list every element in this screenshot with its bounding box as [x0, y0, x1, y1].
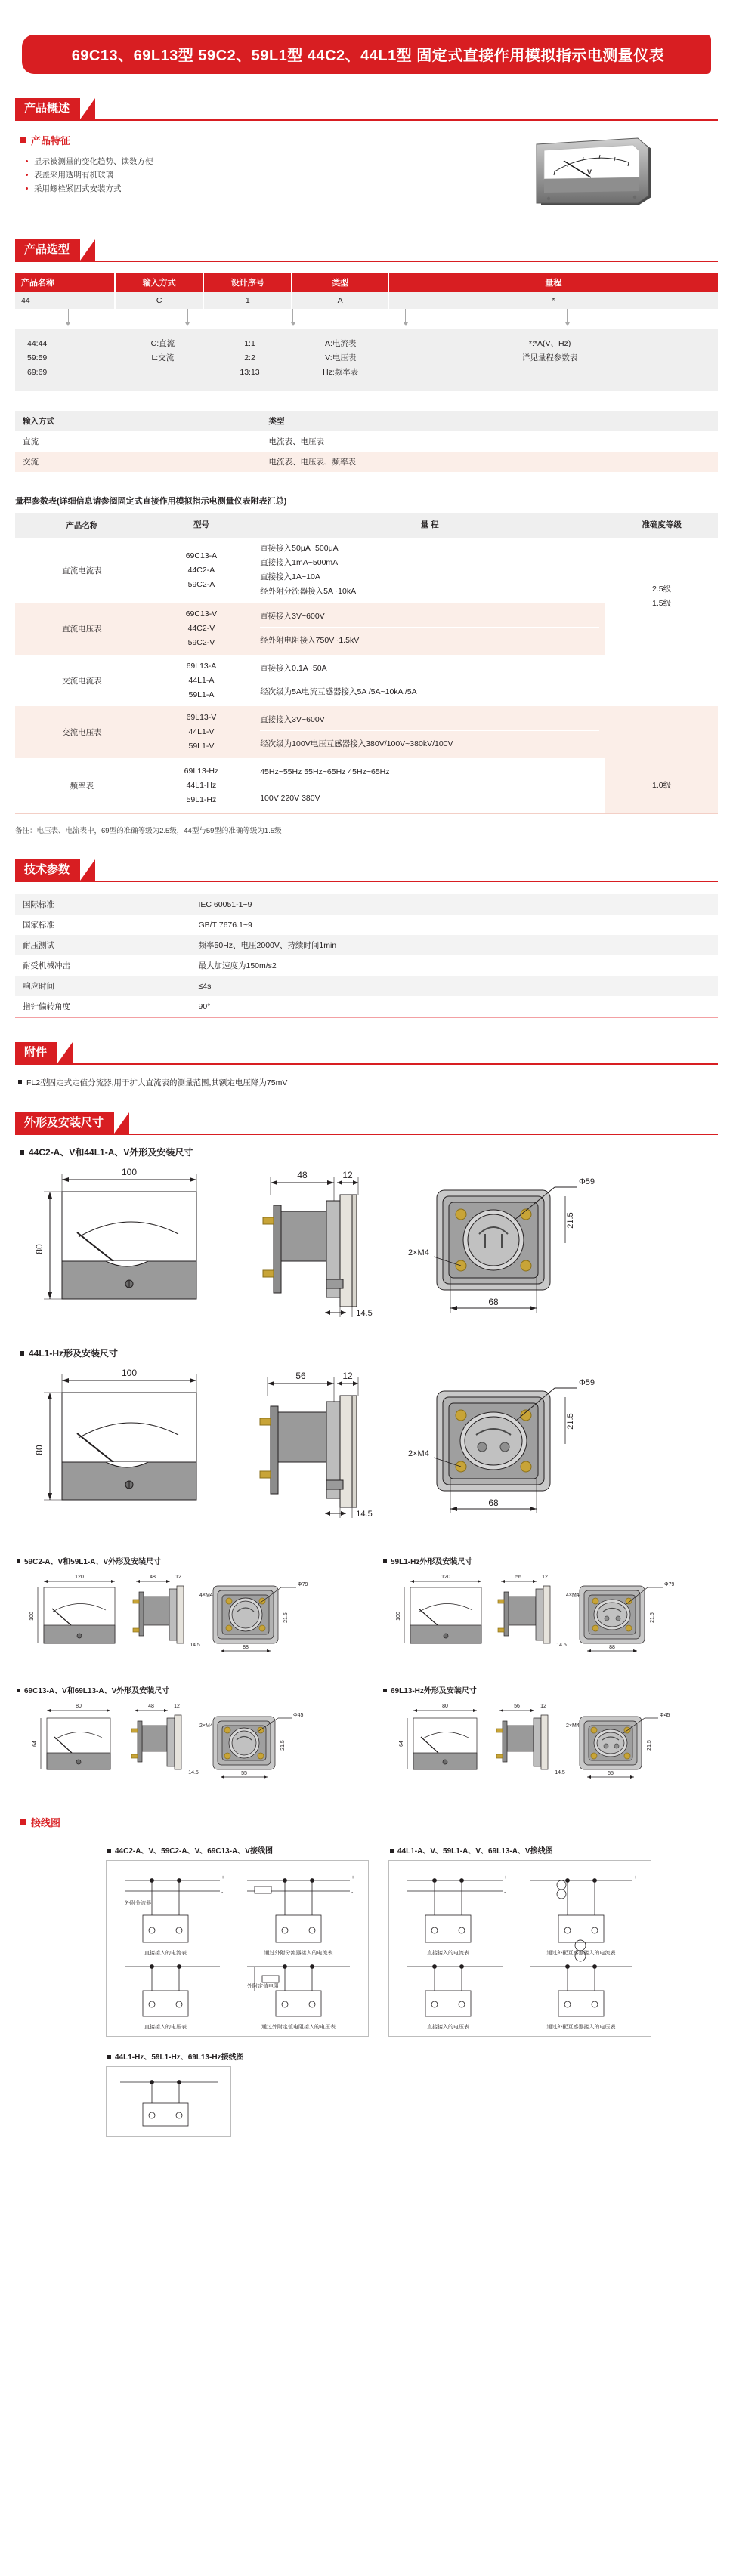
cell-model: 69C13-V 44C2-V 59C2-V — [149, 603, 255, 655]
table-row — [21, 365, 712, 379]
cell-accuracy — [605, 655, 718, 706]
cell: *:*A(V、Hz) — [528, 339, 571, 348]
section-tech — [0, 861, 733, 1018]
overview-subheading: 产品特征 — [20, 133, 718, 147]
wiring-row-bottom — [15, 2050, 718, 2137]
arrow-down-icon — [567, 309, 568, 325]
drawing-title-69c13: 69C13-A、V和69L13-A、V外形及安装尺寸 — [17, 1684, 359, 1695]
cell-accuracy — [605, 706, 718, 758]
cell: Hz:频率表 — [323, 368, 359, 377]
arrow-down-icon — [405, 309, 406, 325]
drawing-title-44l1hz: 44L1-Hz形及安装尺寸 — [20, 1347, 718, 1359]
small-col-59l1hz — [382, 1547, 725, 1660]
dim-lip: 14.5 — [188, 1770, 199, 1775]
dim-screw: 2×M4 — [408, 1248, 429, 1257]
section-header-tech — [15, 861, 718, 882]
col-type: 类型 — [292, 273, 388, 292]
dim-height: 80 — [34, 1445, 45, 1455]
dim-hole-diameter: Φ45 — [293, 1713, 304, 1718]
cell: 1:1 — [244, 338, 255, 348]
wiring-caption: 直接接入的电流表 — [144, 1951, 187, 1956]
wiring-diagram-dc — [106, 1860, 369, 2037]
dim-width: 120 — [75, 1575, 84, 1580]
cell-name: 交流电流表 — [15, 655, 149, 706]
selection-detail-box — [15, 329, 718, 391]
cell — [388, 365, 712, 379]
dim-flange: 12 — [342, 1371, 353, 1381]
col-type: 类型 — [261, 411, 719, 431]
dim-span: 68 — [488, 1498, 499, 1508]
cell-input-ac: 交流 — [15, 452, 261, 472]
cell: 59:59 — [27, 353, 48, 362]
terminal-plus: + — [504, 1875, 508, 1880]
dim-width: 120 — [441, 1575, 450, 1580]
cell-type-ac: 电流表、电压表、频率表 — [261, 452, 719, 472]
cell-product-name: 44 — [15, 292, 115, 309]
page-title: 69C13、69L13型 59C2、59L1型 44C2、44L1型 固定式直接作用模拟指示电测量仪表 — [22, 35, 711, 74]
title-banner-wrap — [0, 0, 733, 74]
table-row — [15, 935, 718, 955]
dim-screw: 4×M4 — [199, 1593, 213, 1598]
dim-screw: 2×M4 — [408, 1449, 429, 1458]
cell: L:交流 — [151, 353, 175, 362]
dim-side: 21.5 — [280, 1740, 286, 1751]
cell-key: 响应时间 — [15, 976, 191, 996]
cell-range: 直接接入0.1A~50A 经次级为5A电流互感器接入5A /5A~10kA /5A — [254, 655, 605, 706]
dim-screw: 4×M4 — [566, 1593, 580, 1598]
drawing-side-view-44l1hz — [252, 1365, 404, 1528]
product-photo — [511, 132, 662, 215]
dim-height: 100 — [29, 1612, 35, 1621]
wiring-label-resistor: 外附定值电阻 — [247, 1984, 279, 1989]
square-bullet-icon — [17, 1559, 20, 1563]
dim-lip: 14.5 — [356, 1309, 373, 1318]
cell: 详见量程参数表 — [521, 353, 578, 362]
square-bullet-icon — [107, 1849, 111, 1853]
table-row — [15, 431, 718, 452]
col-accuracy: 准确度等级 — [605, 513, 718, 538]
terminal-minus: - — [221, 1890, 224, 1896]
section-header-accessory — [15, 1044, 718, 1065]
dim-depth: 56 — [514, 1704, 520, 1709]
input-method-table — [15, 411, 718, 472]
cell-value: 90° — [198, 1001, 211, 1011]
table-row — [15, 996, 718, 1017]
dim-hole-diameter: Φ59 — [579, 1378, 595, 1387]
cell-model: 69L13-A 44L1-A 59L1-A — [149, 655, 255, 706]
section-title-dimensions: 外形及安装尺寸 — [15, 1112, 114, 1134]
section-title-overview: 产品概述 — [15, 98, 80, 119]
table-row — [21, 350, 712, 365]
arrow-down-icon — [292, 309, 293, 325]
cell-range: * — [388, 292, 718, 309]
drawing-title-44c2: 44C2-A、V和44L1-A、V外形及安装尺寸 — [20, 1146, 718, 1158]
table-row — [15, 915, 718, 935]
list-item: 表盖采用透明有机玻璃 — [26, 168, 153, 182]
cell-range: 直接接入50μA~500μA 直接接入1mA~500mA 直接接入1A~10A 经外附分流器接入5A~10kA — [254, 538, 605, 603]
small-col-69c13 — [15, 1677, 359, 1789]
col-product-name: 产品名称 — [15, 273, 115, 292]
section-dimensions — [0, 1114, 733, 2137]
drawing-row-44l1hz — [15, 1365, 718, 1528]
square-bullet-icon — [20, 1351, 24, 1356]
wiring-diagram-hz — [106, 2066, 231, 2137]
dim-depth: 56 — [295, 1371, 306, 1381]
dim-height: 80 — [34, 1244, 45, 1254]
square-bullet-icon — [20, 1819, 26, 1825]
dim-width: 80 — [442, 1704, 448, 1709]
section-title-selection: 产品选型 — [15, 239, 80, 261]
cell: 44:44 — [27, 338, 48, 348]
dim-span: 55 — [241, 1771, 247, 1776]
table-row — [15, 655, 718, 706]
wiring-caption: 直接接入的电压表 — [427, 2025, 469, 2030]
cell-range: 45Hz~55Hz 55Hz~65Hz 45Hz~65Hz 100V 220V 380V — [254, 758, 605, 813]
cell-key: 指针偏转角度 — [23, 1002, 70, 1011]
dim-flange: 12 — [540, 1704, 546, 1709]
cell-value: 最大加速度为150m/s2 — [198, 961, 277, 970]
range-parameter-table — [15, 513, 718, 814]
cell: 2:2 — [244, 353, 255, 362]
cell-type-dc: 电流表、电压表 — [268, 437, 324, 446]
dim-lip: 14.5 — [556, 1643, 567, 1648]
col-range: 量程 — [388, 273, 718, 292]
wiring-group-dc — [106, 1837, 369, 2037]
dim-hole-diameter: Φ59 — [579, 1177, 595, 1186]
dim-span: 68 — [488, 1297, 499, 1307]
cell-name: 频率表 — [15, 758, 149, 813]
cell-input-method: C — [115, 292, 203, 309]
col-product-name: 产品名称 — [15, 513, 149, 538]
small-col-69l13hz — [382, 1677, 725, 1789]
table-row — [15, 955, 718, 976]
drawing-row-44c2 — [15, 1165, 718, 1327]
wiring-caption: 通过外附定值电阻接入的电压表 — [261, 2025, 336, 2030]
dim-lip: 14.5 — [356, 1510, 373, 1519]
terminal-plus: + — [221, 1875, 225, 1880]
accessory-item: FL2型固定式定值分流器,用于扩大直流表的测量范围,其额定电压降为75mV — [18, 1077, 718, 1088]
table-header-row — [15, 411, 718, 431]
cell-name: 直流电流表 — [15, 538, 149, 603]
cell: V:电压表 — [325, 353, 357, 362]
dim-width: 80 — [76, 1704, 82, 1709]
dim-width: 100 — [121, 1167, 138, 1177]
section-header-overview — [15, 100, 718, 121]
terminal-plus: + — [634, 1875, 638, 1880]
wiring-group-ac — [388, 1837, 651, 2037]
wiring-caption: 通过外配互感器接入的电压表 — [546, 2025, 616, 2030]
col-input-method: 输入方式 — [115, 273, 203, 292]
arrow-down-icon — [187, 309, 188, 325]
dim-span: 55 — [608, 1771, 614, 1776]
dim-depth: 48 — [297, 1170, 308, 1180]
col-design-number: 设计序号 — [203, 273, 292, 292]
table-row — [15, 706, 718, 758]
drawing-side-view-44c2 — [252, 1165, 404, 1327]
dim-flange: 12 — [174, 1704, 180, 1709]
dim-screw: 2×M4 — [199, 1723, 213, 1729]
dim-height: 64 — [399, 1741, 404, 1747]
drawing-title-59c2: 59C2-A、V和59L1-A、V外形及安装尺寸 — [17, 1555, 359, 1566]
dim-side: 21.5 — [283, 1612, 289, 1623]
square-bullet-icon — [17, 1689, 20, 1692]
square-bullet-icon — [383, 1689, 387, 1692]
dim-span: 88 — [609, 1645, 615, 1650]
list-item: 显示被测量的变化趋势、读数方便 — [26, 155, 153, 168]
drawing-title-59l1hz: 59L1-Hz外形及安装尺寸 — [383, 1555, 725, 1566]
cell-key: 国家标准 — [23, 921, 54, 930]
wiring-diagram-ac — [388, 1860, 651, 2037]
range-table-note: 备注：电压表、电流表中，69型的准确等级为2.5级，44型与59型的准确等级为1.5级 — [15, 827, 282, 835]
wiring-caption: 直接接入的电压表 — [144, 2025, 187, 2030]
dim-hole-diameter: Φ79 — [298, 1582, 308, 1587]
cell-accuracy: 2.5级 1.5级 — [605, 538, 718, 655]
cell: A:电流表 — [324, 339, 357, 348]
dim-side: 21.5 — [650, 1612, 655, 1623]
cell-value: IEC 60051-1~9 — [191, 894, 719, 915]
section-overview — [0, 100, 733, 215]
cell-model: 69C13-A 44C2-A 59C2-A — [149, 538, 255, 603]
section-selection — [0, 241, 733, 835]
dim-hole-diameter: Φ79 — [664, 1582, 675, 1587]
small-drawing-rows — [15, 1547, 718, 1789]
drawing-front-view-44l1hz — [15, 1365, 249, 1528]
small-pair-row1 — [15, 1547, 718, 1660]
square-bullet-icon — [383, 1559, 387, 1563]
cell-model: 69L13-Hz 44L1-Hz 59L1-Hz — [149, 758, 255, 813]
wiring-title-dc: 44C2-A、V、59C2-A、V、69C13-A、V接线图 — [107, 1844, 369, 1856]
square-bullet-icon — [20, 1150, 24, 1155]
terminal-minus: - — [351, 1890, 354, 1896]
connector-arrows — [15, 309, 718, 329]
table-header-row — [15, 513, 718, 538]
table-row — [15, 452, 718, 472]
cell-range: 直接接入3V~600V 经次级为100V电压互感器接入380V/100V~380kV/100V — [254, 706, 605, 758]
dim-side: 21.5 — [647, 1740, 652, 1751]
dim-lip: 14.5 — [555, 1770, 565, 1775]
cell-design-number: 1 — [203, 292, 292, 309]
drawing-rear-view-44c2 — [407, 1165, 603, 1327]
dim-side: 21.5 — [566, 1413, 575, 1430]
square-bullet-icon — [20, 137, 26, 143]
cell — [119, 365, 206, 379]
selection-detail-table — [21, 336, 712, 379]
cell-range: 直接接入3V~600V 经外附电阻接入750V~1.5kV — [254, 603, 605, 655]
section-header-selection — [15, 241, 718, 262]
cell-key: 国际标准 — [15, 894, 191, 915]
col-model: 型号 — [149, 513, 255, 538]
cell: 13:13 — [240, 367, 260, 377]
section-header-dimensions — [15, 1114, 718, 1135]
dim-side: 21.5 — [566, 1212, 575, 1229]
overview-row — [15, 155, 718, 215]
dim-flange: 12 — [342, 1170, 353, 1180]
wiring-label-shunt: 外附分流器 — [125, 1901, 151, 1906]
range-table-caption: 量程参数表(详细信息请参阅固定式直接作用模拟指示电测量仪表附表汇总) — [15, 497, 287, 506]
cell-value: GB/T 7676.1~9 — [198, 920, 252, 930]
dim-flange: 12 — [542, 1575, 548, 1580]
table-row — [15, 976, 718, 996]
arrow-down-icon — [68, 309, 69, 325]
meter-face-label: V — [586, 168, 592, 176]
cell-name: 交流电压表 — [15, 706, 149, 758]
dim-screw: 2×M4 — [566, 1723, 580, 1729]
dim-lip: 14.5 — [190, 1643, 200, 1648]
wiring-section-title: 接线图 — [20, 1815, 718, 1829]
cell-value: ≤4s — [191, 976, 719, 996]
cell-name: 直流电压表 — [15, 603, 149, 655]
drawing-front-view-44c2 — [15, 1165, 249, 1327]
wiring-title-ac: 44L1-A、V、59L1-A、V、69L13-A、V接线图 — [390, 1844, 651, 1856]
dim-depth: 56 — [515, 1575, 521, 1580]
wiring-caption: 通过外附分流器接入的电流表 — [264, 1951, 333, 1956]
list-item: 采用螺栓紧固式安装方式 — [26, 182, 153, 196]
wiring-row-top — [15, 1837, 718, 2037]
tech-param-table — [15, 894, 718, 1018]
dim-flange: 12 — [175, 1575, 181, 1580]
dim-depth: 48 — [150, 1575, 156, 1580]
square-bullet-icon — [18, 1080, 22, 1084]
dim-span: 88 — [243, 1645, 249, 1650]
table-row — [21, 336, 712, 350]
feature-list — [26, 155, 153, 196]
cell-type: A — [292, 292, 388, 309]
table-row — [15, 758, 718, 813]
wiring-title-hz: 44L1-Hz、59L1-Hz、69L13-Hz接线图 — [107, 2050, 718, 2062]
dim-width: 100 — [121, 1368, 138, 1378]
section-title-accessory: 附件 — [15, 1042, 57, 1063]
square-bullet-icon — [107, 2055, 111, 2059]
cell-accuracy: 1.0级 — [605, 758, 718, 813]
terminal-minus: - — [504, 1890, 506, 1896]
drawing-title-69l13hz: 69L13-Hz外形及安装尺寸 — [383, 1684, 725, 1695]
cell: 69:69 — [27, 367, 48, 377]
wiring-caption: 直接接入的电流表 — [427, 1951, 469, 1956]
col-input-method: 输入方式 — [15, 411, 261, 431]
col-range: 量 程 — [254, 513, 605, 538]
cell: C:直流 — [150, 339, 175, 348]
small-pair-row2 — [15, 1677, 718, 1789]
cell-input-dc: 直流 — [23, 437, 39, 446]
section-title-tech: 技术参数 — [15, 859, 80, 881]
table-row — [15, 894, 718, 915]
small-col-59c2 — [15, 1547, 359, 1660]
dim-depth: 48 — [148, 1704, 154, 1709]
dim-height: 64 — [32, 1741, 38, 1747]
cell-key: 耐压测试 — [15, 935, 191, 955]
dim-hole-diameter: Φ45 — [660, 1713, 670, 1718]
table-row — [15, 292, 718, 309]
drawing-rear-view-44l1hz — [407, 1365, 603, 1528]
cell-value: 频率50Hz、电压2000V、持续时间1min — [191, 935, 719, 955]
table-header-row — [15, 273, 718, 292]
table-row — [15, 538, 718, 603]
square-bullet-icon — [390, 1849, 394, 1853]
terminal-plus: + — [351, 1875, 355, 1880]
selection-table — [15, 273, 718, 309]
cell-model: 69L13-V 44L1-V 59L1-V — [149, 706, 255, 758]
wiring-caption: 通过外配互感器接入的电流表 — [546, 1951, 616, 1956]
section-accessory — [0, 1044, 733, 1088]
dim-height: 100 — [396, 1612, 401, 1621]
cell-key: 耐受机械冲击 — [23, 961, 70, 970]
